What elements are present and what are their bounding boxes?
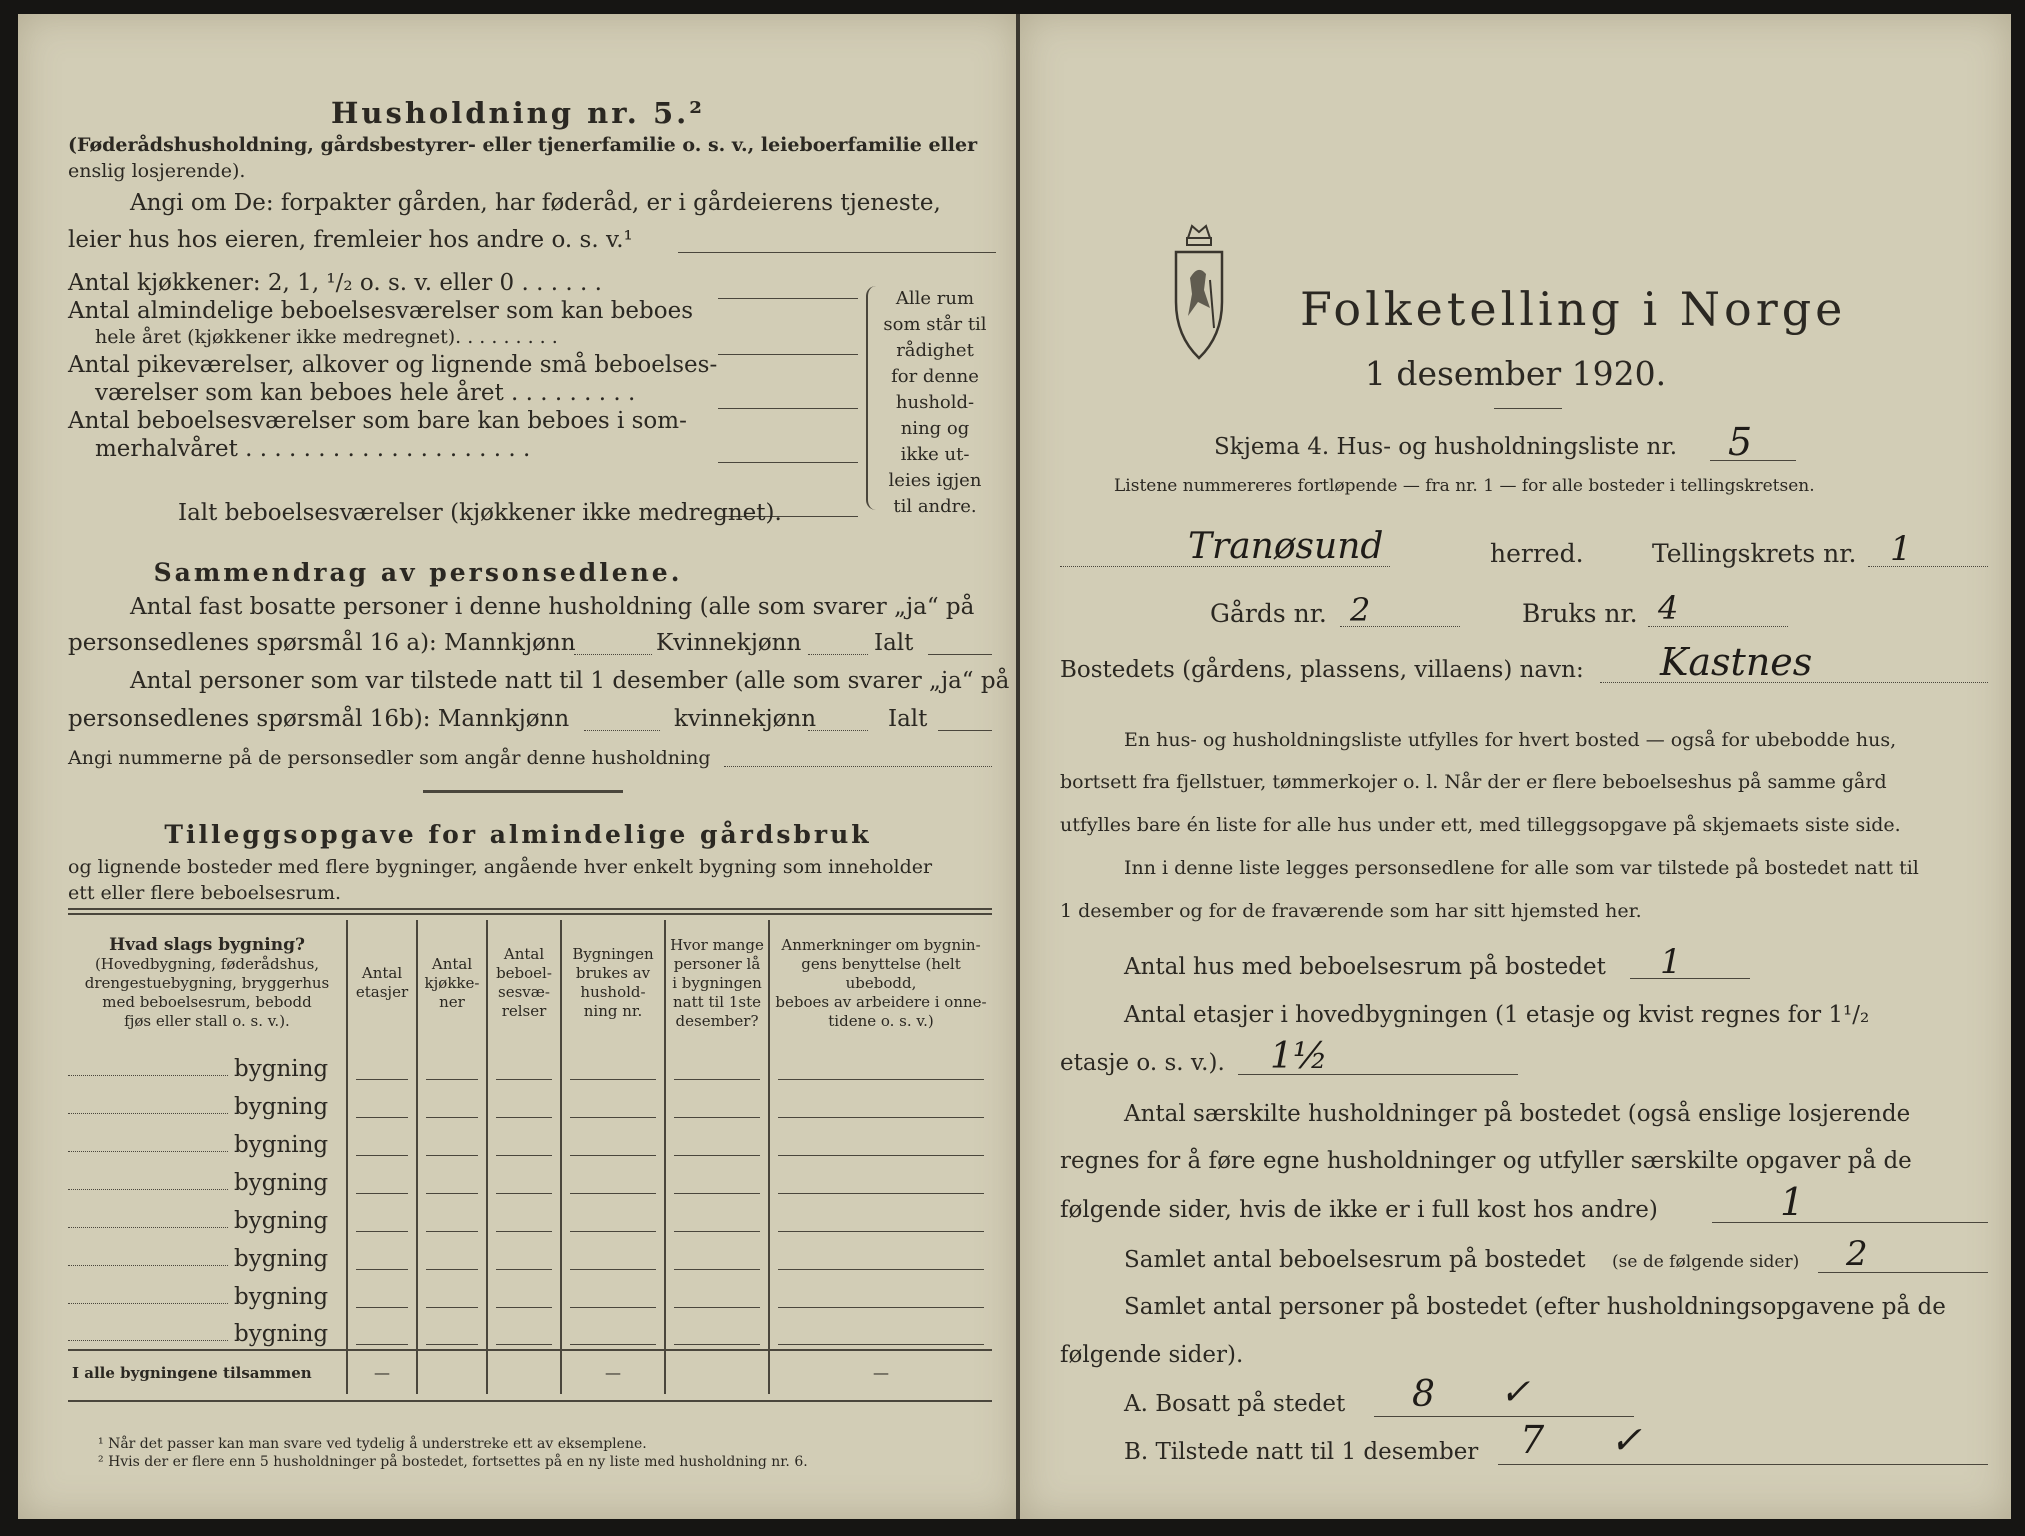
building-name-line — [68, 1227, 228, 1228]
rooms-summer: Antal beboelsesværelser som bare kan beboes i som- — [68, 408, 687, 434]
q-persons-1: Samlet antal personer på bostedet (efter husholdningsopgavene på de — [1124, 1294, 1946, 1320]
extra-line-1: og lignende bosteder med flere bygninger, angående hver enkelt bygning som inneholder — [68, 856, 933, 878]
q-floors-1: Antal etasjer i hovedbygningen (1 etasje og kvist regnes for 1¹/₂ — [1124, 1002, 1870, 1028]
summer-answer-line — [718, 462, 858, 463]
building-cell — [665, 1236, 769, 1274]
total-remarks: — — [873, 1363, 889, 1382]
coat-of-arms-icon — [1170, 218, 1228, 368]
intro-line-2: leier hus hos eieren, fremleier hos andre o. s. v.¹ — [68, 227, 633, 253]
table-total-row — [68, 1350, 992, 1394]
extra-line-2: ett eller flere beboelsesrum. — [68, 882, 342, 904]
building-cell-line — [426, 1307, 478, 1308]
building-name-line — [68, 1303, 228, 1304]
instr-line-2: bortsett fra fjellstuer, tømmerkojer o. l. Når der er flere beboelseshus på samme gård — [1060, 771, 1887, 793]
q-floors-value: 1½ — [1270, 1036, 1328, 1077]
rooms-ordinary: Antal almindelige beboelsesværelser som kan beboes — [68, 298, 694, 324]
q-resident-label: A. Bosatt på stedet — [1124, 1391, 1346, 1417]
building-name-line — [68, 1340, 228, 1341]
summary-line-4b: kvinnekjønn — [674, 706, 817, 732]
building-label: bygning — [234, 1246, 329, 1272]
building-row-label — [68, 1160, 347, 1198]
building-cell — [665, 1198, 769, 1236]
q-total-rooms-line — [1818, 1272, 1988, 1273]
building-cell — [347, 1160, 417, 1198]
census-title: Folketelling i Norge — [1300, 282, 1847, 336]
building-cell — [665, 1274, 769, 1312]
building-cell — [561, 1160, 665, 1198]
building-cell-line — [570, 1269, 656, 1270]
building-cell — [347, 1274, 417, 1312]
building-cell — [561, 1312, 665, 1350]
building-row — [68, 1046, 992, 1084]
building-cell-line — [570, 1307, 656, 1308]
q-resident-check: ✓ — [1500, 1372, 1531, 1413]
q-persons-2: følgende sider). — [1060, 1342, 1244, 1368]
col-floors: Antal etasjer — [347, 920, 417, 1046]
instr-line-1: En hus- og husholdningsliste utfylles for hvert bosted — også for ubebodde hus, — [1124, 729, 1897, 751]
resident-total-line — [928, 654, 992, 655]
building-cell-line — [496, 1307, 552, 1308]
rooms-maid-2: værelser som kan beboes hele året . . . . . . . . . — [95, 380, 636, 406]
building-cell — [561, 1122, 665, 1160]
table-top-rule-2 — [68, 913, 992, 915]
summary-line-2b: Kvinnekjønn — [656, 630, 802, 656]
building-cell-line — [674, 1155, 760, 1156]
summary-line-3: Antal personer som var tilstede natt til 1 desember (alle som svarer „ja“ på — [130, 668, 1010, 694]
q-resident-line — [1374, 1416, 1634, 1417]
building-cell — [665, 1122, 769, 1160]
building-cell — [347, 1312, 417, 1350]
building-cell — [487, 1122, 561, 1160]
building-cell — [417, 1312, 487, 1350]
maid-answer-line — [718, 408, 858, 409]
building-cell-line — [570, 1079, 656, 1080]
building-row — [68, 1084, 992, 1122]
building-cell-line — [496, 1155, 552, 1156]
bosted-value: Kastnes — [1660, 640, 1813, 684]
building-name-line — [68, 1189, 228, 1190]
building-cell-line — [496, 1193, 552, 1194]
building-cell-line — [674, 1193, 760, 1194]
col-remarks: Anmerkninger om bygnin- gens benyttelse (helt ubebodd, beboes av arbeidere i onne- tidene o. s. v.) — [775, 935, 987, 1030]
summary-line-2c: Ialt — [874, 630, 914, 656]
building-cell — [561, 1274, 665, 1312]
q-houses: Antal hus med beboelsesrum på bostedet — [1124, 954, 1606, 980]
building-cell-line — [356, 1155, 408, 1156]
q-households-line — [1712, 1222, 1988, 1223]
building-cell-line — [570, 1117, 656, 1118]
present-total-line — [938, 730, 992, 731]
q-present-value: 7 — [1520, 1418, 1545, 1462]
gards-label: Gårds nr. — [1210, 599, 1327, 628]
krets-line — [1868, 566, 1988, 567]
household-subtitle: (Føderådshusholdning, gårdsbestyrer- eller tjenerfamilie o. s. v., leieboerfamilie eller — [68, 134, 978, 156]
summary-line-1: Antal fast bosatte personer i denne husholdning (alle som svarer „ja“ på — [130, 594, 975, 620]
building-cell-line — [426, 1117, 478, 1118]
building-cell — [769, 1274, 992, 1312]
schema-label: Skjema 4. Hus- og husholdningsliste nr. — [1214, 434, 1678, 460]
rooms-ordinary-2: hele året (kjøkkener ikke medregnet). . . . . . . . . — [95, 326, 558, 348]
resident-male-line — [574, 654, 652, 655]
instr-line-3: utfylles bare én liste for alle hus under ett, med tilleggsopgave på skjemaets siste side. — [1060, 814, 1901, 836]
intro-answer-line — [678, 252, 996, 253]
krets-value: 1 — [1890, 529, 1912, 569]
right-page — [1020, 14, 2011, 1519]
title-divider — [1494, 408, 1562, 409]
building-label: bygning — [234, 1056, 329, 1082]
rooms-summer-2: merhalvåret . . . . . . . . . . . . . . . . . . . . — [95, 436, 531, 462]
intro-line-1: Angi om De: forpakter gården, har føderåd, er i gårdeierens tjeneste, — [130, 190, 941, 216]
total-floors: — — [347, 1350, 417, 1394]
col-building-type: Hvad slags bygning? (Hovedbygning, føderådshus, drengestuebygning, bryggerhus med beboelsesrum, bebodd fjøs eller stall o. s. v.). — [68, 920, 347, 1046]
building-cell — [769, 1122, 992, 1160]
building-cell — [417, 1160, 487, 1198]
q-houses-value: 1 — [1660, 942, 1682, 982]
building-cell-line — [570, 1155, 656, 1156]
table-bottom-rule — [68, 1400, 992, 1402]
building-cell — [417, 1198, 487, 1236]
building-cell — [487, 1274, 561, 1312]
building-cell — [347, 1084, 417, 1122]
q-total-rooms-value: 2 — [1846, 1234, 1868, 1274]
total-rooms: Ialt beboelsesværelser (kjøkkener ikke medregnet). — [178, 500, 782, 526]
krets-label: Tellingskrets nr. — [1652, 539, 1857, 568]
building-row-label — [68, 1046, 347, 1084]
building-cell-line — [778, 1344, 984, 1345]
building-cell — [487, 1312, 561, 1350]
herred-value: Tranøsund — [1188, 526, 1384, 567]
building-row-label — [68, 1312, 347, 1350]
building-cell — [487, 1160, 561, 1198]
building-row — [68, 1160, 992, 1198]
gards-value: 2 — [1350, 591, 1371, 629]
herred-label: herred. — [1490, 539, 1584, 568]
building-cell-line — [674, 1269, 760, 1270]
footnote-1: ¹ Når det passer kan man svare ved tydelig å understreke ett av eksemplene. — [98, 1436, 647, 1452]
q-total-rooms-note: (se de følgende sider) — [1612, 1252, 1800, 1272]
q-households-2: regnes for å føre egne husholdninger og utfyller særskilte opgaver på de — [1060, 1148, 1912, 1174]
building-cell — [417, 1236, 487, 1274]
resident-female-line — [808, 654, 868, 655]
building-cell — [769, 1312, 992, 1350]
building-cell — [487, 1046, 561, 1084]
building-cell-line — [426, 1269, 478, 1270]
building-label: bygning — [234, 1208, 329, 1234]
building-row — [68, 1122, 992, 1160]
building-cell-line — [674, 1344, 760, 1345]
building-cell-line — [496, 1231, 552, 1232]
col-persons: Hvor mange personer lå i bygningen natt til 1ste desember? — [665, 920, 769, 1046]
building-row — [68, 1274, 992, 1312]
q-households-1: Antal særskilte husholdninger på bostedet (også enslige losjerende — [1124, 1101, 1911, 1127]
q-floors-2: etasje o. s. v.). — [1060, 1050, 1225, 1076]
building-label: bygning — [234, 1094, 329, 1120]
total-kitchens — [417, 1350, 487, 1394]
rooms-maid: Antal pikeværelser, alkover og lignende små beboelses- — [68, 352, 718, 378]
building-row-label — [68, 1236, 347, 1274]
building-cell-line — [356, 1269, 408, 1270]
building-row-label — [68, 1084, 347, 1122]
total-household: — — [561, 1350, 665, 1394]
instr-line-5: 1 desember og for de fraværende som har sitt hjemsted her. — [1060, 900, 1642, 922]
q-households-value: 1 — [1780, 1180, 1805, 1224]
building-row-label — [68, 1274, 347, 1312]
building-cell — [561, 1236, 665, 1274]
building-cell — [769, 1160, 992, 1198]
bruks-value: 4 — [1658, 589, 1679, 627]
building-cell-line — [496, 1344, 552, 1345]
building-cell — [417, 1046, 487, 1084]
building-cell-line — [426, 1155, 478, 1156]
q-present-label: B. Tilstede natt til 1 desember — [1124, 1439, 1479, 1465]
present-female-line — [808, 730, 868, 731]
total-rooms-cell — [487, 1350, 561, 1394]
building-cell — [417, 1084, 487, 1122]
building-cell — [347, 1198, 417, 1236]
building-cell — [561, 1198, 665, 1236]
building-name-line — [68, 1075, 228, 1076]
building-label: bygning — [234, 1321, 329, 1347]
schema-line — [1710, 460, 1796, 461]
buildings-table — [68, 920, 992, 1394]
col-household-nr: Bygningen brukes av hushold- ning nr. — [561, 920, 665, 1046]
building-cell-line — [778, 1231, 984, 1232]
building-cell-line — [778, 1117, 984, 1118]
q-present-check: ✓ — [1610, 1418, 1642, 1462]
left-page — [18, 14, 1018, 1519]
summary-line-4a: personsedlenes spørsmål 16b): Mannkjønn — [68, 706, 570, 732]
col-rooms: Antal beboel- sesvæ- relser — [487, 920, 561, 1046]
extra-title: Tilleggsopgave for almindelige gårdsbruk — [164, 820, 872, 849]
building-cell-line — [356, 1344, 408, 1345]
building-cell — [561, 1084, 665, 1122]
q-households-3: følgende sider, hvis de ikke er i full kost hos andre) — [1060, 1197, 1658, 1223]
household-title: Husholdning nr. 5.² — [331, 96, 705, 130]
building-label: bygning — [234, 1284, 329, 1310]
present-male-line — [584, 730, 660, 731]
building-row — [68, 1198, 992, 1236]
building-cell-line — [570, 1231, 656, 1232]
household-subtitle-2: enslig losjerende). — [68, 160, 246, 182]
building-cell — [417, 1274, 487, 1312]
q-resident-value: 8 — [1412, 1374, 1435, 1415]
building-row-label — [68, 1198, 347, 1236]
building-cell-line — [570, 1344, 656, 1345]
building-cell — [561, 1046, 665, 1084]
table-top-rule-1 — [68, 908, 992, 910]
summary-title: Sammendrag av personsedlene. — [153, 558, 683, 587]
building-cell — [665, 1084, 769, 1122]
summary-line-2a: personsedlenes spørsmål 16 a): Mannkjønn — [68, 630, 576, 656]
table-header-row — [68, 920, 992, 1046]
building-cell-line — [674, 1307, 760, 1308]
building-cell — [487, 1236, 561, 1274]
building-cell — [769, 1046, 992, 1084]
building-cell-line — [778, 1193, 984, 1194]
building-cell — [769, 1084, 992, 1122]
building-cell — [769, 1236, 992, 1274]
building-cell — [665, 1312, 769, 1350]
building-cell-line — [426, 1344, 478, 1345]
building-cell-line — [496, 1079, 552, 1080]
building-row — [68, 1236, 992, 1274]
census-date: 1 desember 1920. — [1364, 354, 1667, 393]
rooms-kitchens: Antal kjøkkener: 2, 1, ¹/₂ o. s. v. eller 0 . . . . . . — [68, 270, 602, 296]
kitchens-answer-line — [718, 298, 858, 299]
building-row — [68, 1312, 992, 1350]
building-cell-line — [570, 1193, 656, 1194]
building-cell — [347, 1122, 417, 1160]
building-cell-line — [778, 1155, 984, 1156]
building-name-line — [68, 1113, 228, 1114]
building-cell — [769, 1198, 992, 1236]
building-rows — [68, 1046, 992, 1350]
building-cell-line — [356, 1117, 408, 1118]
building-cell-line — [426, 1193, 478, 1194]
building-cell-line — [356, 1193, 408, 1194]
col-kitchens: Antal kjøkke- ner — [417, 920, 487, 1046]
building-cell-line — [778, 1269, 984, 1270]
total-row-label: I alle bygningene tilsammen — [68, 1350, 347, 1394]
building-cell-line — [674, 1231, 760, 1232]
building-label: bygning — [234, 1170, 329, 1196]
numbering-note: Listene nummereres fortløpende — fra nr. 1 — for alle bosteder i tellingskretsen. — [1114, 476, 1815, 496]
building-name-line — [68, 1265, 228, 1266]
building-cell — [347, 1046, 417, 1084]
section-divider — [423, 790, 623, 793]
building-cell-line — [496, 1117, 552, 1118]
building-cell — [665, 1160, 769, 1198]
bosted-label: Bostedets (gårdens, plassens, villaens) navn: — [1060, 657, 1584, 683]
building-cell-line — [496, 1269, 552, 1270]
building-cell-line — [426, 1231, 478, 1232]
building-cell — [665, 1046, 769, 1084]
instr-line-4: Inn i denne liste legges personsedlene for alle som var tilstede på bostedet natt til — [1124, 857, 1919, 879]
building-cell-line — [778, 1079, 984, 1080]
building-cell — [417, 1122, 487, 1160]
total-persons — [665, 1350, 769, 1394]
q-houses-line — [1630, 978, 1750, 979]
bracket-note: Alle rum som står til rådighet for denne hushold- ning og ikke ut- leies igjen til andre. — [883, 288, 987, 517]
summary-line-4c: Ialt — [888, 706, 928, 732]
building-label: bygning — [234, 1132, 329, 1158]
building-cell-line — [356, 1079, 408, 1080]
building-row-label — [68, 1122, 347, 1160]
footnote-2: ² Hvis der er flere enn 5 husholdninger på bostedet, fortsettes på en ny liste med husholdning nr. 6. — [98, 1454, 808, 1470]
person-numbers-line — [724, 766, 992, 767]
bruks-label: Bruks nr. — [1522, 599, 1638, 628]
building-cell — [487, 1084, 561, 1122]
building-cell-line — [778, 1307, 984, 1308]
building-cell-line — [356, 1307, 408, 1308]
building-name-line — [68, 1151, 228, 1152]
building-cell — [347, 1236, 417, 1274]
ordinary-answer-line — [718, 354, 858, 355]
schema-value: 5 — [1728, 420, 1753, 464]
summary-line-5: Angi nummerne på de personsedler som angår denne husholdning — [68, 747, 711, 769]
building-cell-line — [674, 1117, 760, 1118]
building-cell-line — [426, 1079, 478, 1080]
building-cell-line — [356, 1231, 408, 1232]
q-total-rooms: Samlet antal beboelsesrum på bostedet — [1124, 1247, 1586, 1273]
q-present-line — [1498, 1464, 1988, 1465]
building-cell — [487, 1198, 561, 1236]
building-cell-line — [674, 1079, 760, 1080]
